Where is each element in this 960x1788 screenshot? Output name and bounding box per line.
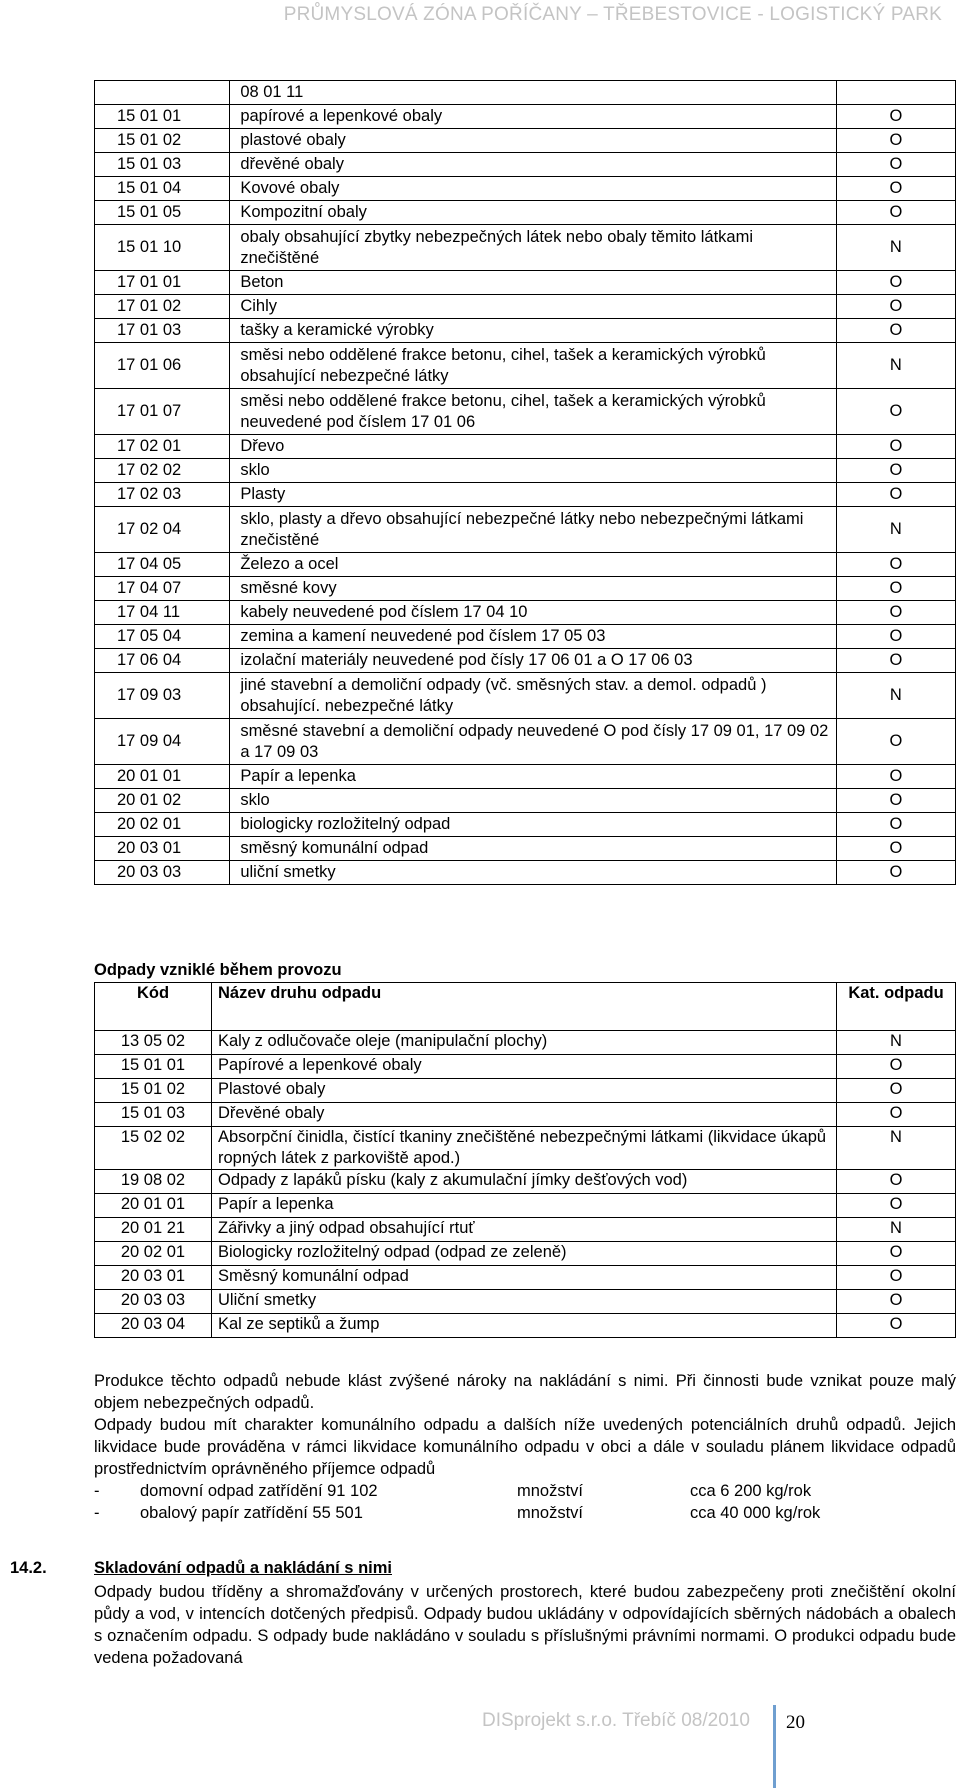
code-cell: 17 01 03	[95, 319, 230, 343]
category-cell: N	[836, 343, 955, 389]
category-cell: O	[836, 319, 955, 343]
table-row	[95, 1314, 956, 1338]
code-cell: 20 02 01	[95, 1242, 212, 1266]
name-cell: Železo a ocel	[230, 553, 836, 577]
bullet-label: množství	[517, 1482, 584, 1500]
table-row	[95, 577, 956, 601]
name-cell: Odpady z lapáků písku (kaly z akumulační jímky dešťových vod)	[212, 1170, 837, 1194]
category-cell: O	[836, 861, 955, 885]
code-cell: 20 01 01	[95, 765, 230, 789]
category-cell: O	[836, 459, 955, 483]
code-cell: 15 01 10	[95, 225, 230, 271]
table-row	[95, 459, 956, 483]
code-cell: 20 03 04	[95, 1314, 212, 1338]
table-row	[95, 1194, 956, 1218]
category-cell: O	[836, 129, 955, 153]
page-header: PRŮMYSLOVÁ ZÓNA POŘÍČANY – TŘEBESTOVICE - LOGISTICKÝ PARK	[283, 4, 942, 25]
table-row	[95, 225, 956, 271]
code-cell: 15 01 04	[95, 177, 230, 201]
category-cell: N	[836, 225, 955, 271]
name-cell: dřevěné obaly	[230, 153, 836, 177]
name-cell: Dřevěné obaly	[212, 1103, 837, 1127]
table-row	[95, 435, 956, 459]
footer-text: DISprojekt s.r.o. Třebíč 08/2010	[482, 1710, 750, 1731]
header-code: Kód	[95, 983, 212, 1031]
category-cell: N	[837, 1127, 956, 1170]
name-cell: Kompozitní obaly	[230, 201, 836, 225]
code-cell: 17 09 03	[95, 673, 230, 719]
table-row	[95, 1055, 956, 1079]
code-cell: 13 05 02	[95, 1031, 212, 1055]
table-row	[95, 1079, 956, 1103]
name-cell: plastové obaly	[230, 129, 836, 153]
name-cell: sklo, plasty a dřevo obsahující nebezpečné látky nebo nebezpečnými látkami znečistěné	[230, 507, 836, 553]
footer-divider	[773, 1705, 776, 1788]
code-cell: 15 01 02	[95, 129, 230, 153]
category-cell: O	[836, 295, 955, 319]
name-cell: 08 01 11	[230, 81, 836, 105]
code-cell: 20 02 01	[95, 813, 230, 837]
table-row	[95, 389, 956, 435]
category-cell: O	[836, 625, 955, 649]
bullet-amount: cca 6 200 kg/rok	[690, 1482, 812, 1500]
table-row	[95, 601, 956, 625]
table-row	[95, 553, 956, 577]
code-cell: 17 01 07	[95, 389, 230, 435]
table-row	[95, 295, 956, 319]
name-cell: sklo	[230, 459, 836, 483]
code-cell: 19 08 02	[95, 1170, 212, 1194]
page-number: 20	[786, 1712, 805, 1733]
name-cell: biologicky rozložitelný odpad	[230, 813, 836, 837]
operation-waste-title: Odpady vzniklé během provozu	[94, 961, 342, 979]
table-row	[95, 1290, 956, 1314]
name-cell: Plastové obaly	[212, 1079, 837, 1103]
table-row	[95, 625, 956, 649]
category-cell: O	[837, 1242, 956, 1266]
code-cell: 20 03 03	[95, 1290, 212, 1314]
paragraph-production: Produkce těchto odpadů nebude klást zvýšené nároky na nakládání s nimi. Při činnosti bude vznikat pouze malý objem nebezpečných odpadů.	[94, 1372, 956, 1412]
category-cell: O	[836, 177, 955, 201]
name-cell: směsný komunální odpad	[230, 837, 836, 861]
category-cell: O	[836, 271, 955, 295]
category-cell: O	[836, 649, 955, 673]
category-cell: O	[836, 719, 955, 765]
category-cell	[836, 81, 955, 105]
code-cell: 17 02 02	[95, 459, 230, 483]
name-cell: Zářivky a jiný odpad obsahující rtuť	[212, 1218, 837, 1242]
category-cell: O	[836, 553, 955, 577]
name-cell: Beton	[230, 271, 836, 295]
category-cell: O	[837, 1170, 956, 1194]
code-cell: 17 02 01	[95, 435, 230, 459]
name-cell: uliční smetky	[230, 861, 836, 885]
category-cell: O	[837, 1055, 956, 1079]
category-cell: N	[837, 1031, 956, 1055]
code-cell: 15 01 05	[95, 201, 230, 225]
name-cell: sklo	[230, 789, 836, 813]
table-row	[95, 483, 956, 507]
category-cell: O	[837, 1314, 956, 1338]
table-row	[95, 1266, 956, 1290]
code-cell: 17 02 03	[95, 483, 230, 507]
table-row	[95, 507, 956, 553]
code-cell: 17 04 07	[95, 577, 230, 601]
category-cell: O	[836, 435, 955, 459]
category-cell: O	[837, 1079, 956, 1103]
code-cell: 17 04 05	[95, 553, 230, 577]
code-cell: 20 03 01	[95, 837, 230, 861]
category-cell: N	[836, 507, 955, 553]
code-cell: 15 01 03	[95, 1103, 212, 1127]
category-cell: O	[836, 813, 955, 837]
code-cell: 17 01 06	[95, 343, 230, 389]
table-row	[95, 343, 956, 389]
code-cell	[95, 81, 230, 105]
table-row	[95, 837, 956, 861]
name-cell: papírové a lepenkové obaly	[230, 105, 836, 129]
table-row	[95, 201, 956, 225]
table-row	[95, 177, 956, 201]
code-cell: 15 02 02	[95, 1127, 212, 1170]
table-row	[95, 81, 956, 105]
waste-table-operation	[94, 982, 956, 1338]
name-cell: směsné kovy	[230, 577, 836, 601]
name-cell: Absorpční činidla, čistící tkaniny znečištěné nebezpečnými látkami (likvidace úkapů ropných látek z parkoviště apod.)	[212, 1127, 837, 1170]
code-cell: 20 01 02	[95, 789, 230, 813]
name-cell: směsi nebo oddělené frakce betonu, cihel, tašek a keramických výrobků neuvedené pod číslem 17 01 06	[230, 389, 836, 435]
table-row	[95, 1127, 956, 1170]
table-row	[95, 719, 956, 765]
bullet-dash: -	[94, 1482, 100, 1500]
name-cell: Biologicky rozložitelný odpad (odpad ze zeleně)	[212, 1242, 837, 1266]
table-row	[95, 1103, 956, 1127]
code-cell: 15 01 02	[95, 1079, 212, 1103]
waste-table-construction	[94, 80, 956, 885]
name-cell: Plasty	[230, 483, 836, 507]
bullet-label: množství	[517, 1504, 584, 1522]
table-row	[95, 105, 956, 129]
code-cell: 20 01 01	[95, 1194, 212, 1218]
name-cell: Kaly z odlučovače oleje (manipulační plochy)	[212, 1031, 837, 1055]
name-cell: izolační materiály neuvedené pod čísly 17 06 01 a O 17 06 03	[230, 649, 836, 673]
bullet-dash: -	[94, 1504, 100, 1522]
name-cell: Dřevo	[230, 435, 836, 459]
name-cell: směsi nebo oddělené frakce betonu, cihel, tašek a keramických výrobků obsahující nebezpečné látky	[230, 343, 836, 389]
category-cell: O	[836, 765, 955, 789]
code-cell: 15 01 03	[95, 153, 230, 177]
code-cell: 20 03 03	[95, 861, 230, 885]
name-cell: obaly obsahující zbytky nebezpečných látek nebo obaly těmito látkami znečištěné	[230, 225, 836, 271]
table-row	[95, 129, 956, 153]
code-cell: 20 01 21	[95, 1218, 212, 1242]
table-row	[95, 1242, 956, 1266]
table-row	[95, 1170, 956, 1194]
name-cell: tašky a keramické výrobky	[230, 319, 836, 343]
code-cell: 17 04 11	[95, 601, 230, 625]
table-header-row	[95, 983, 956, 1031]
table-row	[95, 673, 956, 719]
code-cell: 20 03 01	[95, 1266, 212, 1290]
category-cell: O	[837, 1266, 956, 1290]
section-number: 14.2.	[10, 1559, 47, 1577]
table-row	[95, 789, 956, 813]
bullet-amount: cca 40 000 kg/rok	[690, 1504, 821, 1522]
category-cell: O	[836, 153, 955, 177]
code-cell: 17 05 04	[95, 625, 230, 649]
code-cell: 17 06 04	[95, 649, 230, 673]
category-cell: O	[837, 1290, 956, 1314]
code-cell: 17 01 01	[95, 271, 230, 295]
table-row	[95, 861, 956, 885]
table-row	[95, 271, 956, 295]
category-cell: N	[836, 673, 955, 719]
category-cell: O	[836, 201, 955, 225]
name-cell: směsné stavební a demoliční odpady neuvedené O pod čísly 17 09 01, 17 09 02 a 17 09 03	[230, 719, 836, 765]
table-row	[95, 153, 956, 177]
code-cell: 15 01 01	[95, 1055, 212, 1079]
name-cell: Papírové a lepenkové obaly	[212, 1055, 837, 1079]
category-cell: O	[836, 837, 955, 861]
bullet-item-text: obalový papír zatřídění 55 501	[140, 1504, 363, 1522]
table-row	[95, 319, 956, 343]
code-cell: 17 01 02	[95, 295, 230, 319]
header-category: Kat. odpadu	[837, 983, 956, 1031]
category-cell: O	[836, 483, 955, 507]
name-cell: Papír a lepenka	[230, 765, 836, 789]
table-row	[95, 765, 956, 789]
name-cell: Uliční smetky	[212, 1290, 837, 1314]
name-cell: Kal ze septiků a žump	[212, 1314, 837, 1338]
code-cell: 15 01 01	[95, 105, 230, 129]
name-cell: zemina a kamení neuvedené pod číslem 17 05 03	[230, 625, 836, 649]
table-row	[95, 813, 956, 837]
bullet-item-text: domovní odpad zatřídění 91 102	[140, 1482, 378, 1500]
code-cell: 17 02 04	[95, 507, 230, 553]
category-cell: O	[837, 1103, 956, 1127]
category-cell: O	[836, 389, 955, 435]
table-row	[95, 649, 956, 673]
name-cell: jiné stavební a demoliční odpady (vč. směsných stav. a demol. odpadů ) obsahující. nebezpečné látky	[230, 673, 836, 719]
category-cell: O	[836, 789, 955, 813]
table-row	[95, 1031, 956, 1055]
header-name: Název druhu odpadu	[212, 983, 837, 1031]
category-cell: O	[836, 601, 955, 625]
category-cell: N	[837, 1218, 956, 1242]
name-cell: kabely neuvedené pod číslem 17 04 10	[230, 601, 836, 625]
name-cell: Papír a lepenka	[212, 1194, 837, 1218]
name-cell: Kovové obaly	[230, 177, 836, 201]
name-cell: Směsný komunální odpad	[212, 1266, 837, 1290]
category-cell: O	[836, 105, 955, 129]
name-cell: Cihly	[230, 295, 836, 319]
section-text: Odpady budou tříděny a shromažďovány v určených prostorech, které budou zabezpečeny proti znečištění okolní půdy a vod, v intencích dotčených předpisů. Odpady budou ukládány v odpovídajících sběrných nádobách a obalech s označením odpadu. S odpady bude nakládáno v souladu s příslušnými právními normami. O produkci odpadu bude vedena požadovaná	[94, 1583, 956, 1667]
code-cell: 17 09 04	[95, 719, 230, 765]
table-row	[95, 1218, 956, 1242]
category-cell: O	[837, 1194, 956, 1218]
category-cell: O	[836, 577, 955, 601]
section-title: Skladování odpadů a nakládání s nimi	[94, 1559, 392, 1577]
paragraph-character: Odpady budou mít charakter komunálního odpadu a dalších níže uvedených potenciálních druhů odpadů. Jejich likvidace bude prováděna v rámci likvidace komunálního odpadu v obci a dále v souladu plánem likvidace odpadů prostřednictvím oprávněného příjemce odpadů	[94, 1416, 956, 1478]
